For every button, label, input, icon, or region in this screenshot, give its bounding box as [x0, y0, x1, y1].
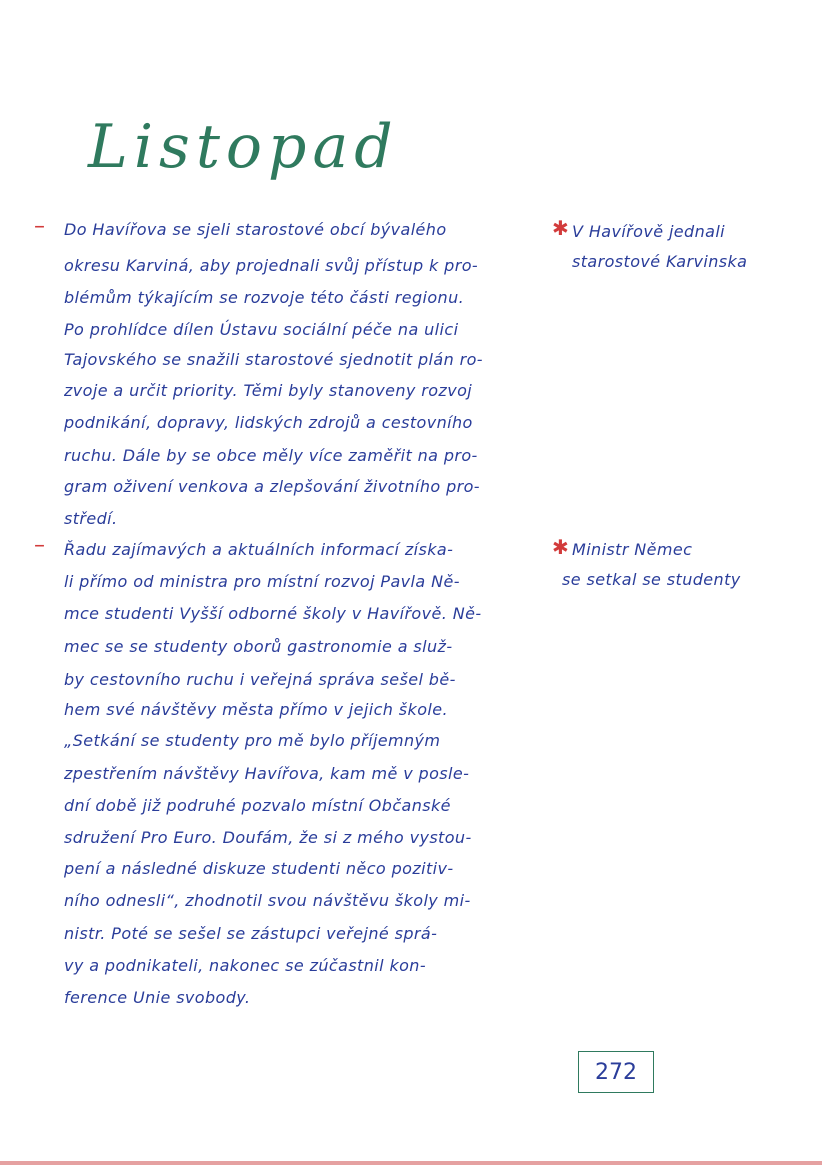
paragraph-line: Do Havířova se sjeli starostové obcí bývalého: [64, 220, 447, 239]
paragraph-line: gram oživení venkova a zlepšování životního pro-: [64, 477, 480, 496]
paragraph-line: Tajovského se snažili starostové sjednotit plán ro-: [64, 350, 483, 369]
paragraph-line: středí.: [64, 509, 118, 528]
page-title: Listopad: [88, 112, 399, 182]
margin-note-line: Ministr Němec: [572, 540, 693, 559]
paragraph-line: sdružení Pro Euro. Doufám, že si z mého vystou-: [64, 828, 472, 847]
paragraph-line: blémům týkajícím se rozvoje této části regionu.: [64, 288, 465, 307]
paragraph-line: ního odnesli“, zhodnotil svou návštěvu školy mi-: [64, 891, 471, 910]
paragraph-line: mce studenti Vyšší odborné školy v Havířově. Ně-: [64, 604, 482, 623]
paragraph-line: podnikání, dopravy, lidských zdrojů a cestovního: [64, 413, 473, 432]
paragraph-line: Řadu zajímavých a aktuálních informací získa-: [64, 540, 454, 559]
paragraph-line: pení a následné diskuze studenti něco pozitiv-: [64, 859, 454, 878]
paragraph-line: hem své návštěvy města přímo v jejich škole.: [64, 700, 448, 719]
page-number: 272: [595, 1059, 637, 1085]
paragraph-line: ruchu. Dále by se obce měly více zaměřit na pro-: [64, 446, 478, 465]
paragraph-dash-marker: –: [34, 214, 45, 239]
paragraph-line: nistr. Poté se sešel se zástupci veřejné sprá-: [64, 924, 438, 943]
margin-note-line: se setkal se studenty: [562, 570, 741, 589]
note-star-marker: ✱: [552, 535, 569, 559]
paragraph-line: mec se se studenty oborů gastronomie a služ-: [64, 637, 453, 656]
paragraph-line: Po prohlídce dílen Ústavu sociální péče na ulici: [64, 320, 459, 339]
paragraph-line: ference Unie svobody.: [64, 988, 251, 1007]
paragraph-line: okresu Karviná, aby projednali svůj přístup k pro-: [64, 256, 479, 275]
paragraph-line: vy a podnikateli, nakonec se zúčastnil kon-: [64, 956, 427, 975]
paragraph-dash-marker: –: [34, 533, 45, 558]
paragraph-line: dní době již podruhé pozvalo místní Občanské: [64, 796, 451, 815]
paragraph-line: by cestovního ruchu i veřejná správa sešel bě-: [64, 670, 456, 689]
margin-note-line: V Havířově jednali: [572, 222, 726, 241]
margin-note-line: starostové Karvinska: [572, 252, 748, 271]
note-star-marker: ✱: [552, 216, 569, 240]
page-number-box: [578, 1051, 654, 1093]
page-bottom-edge: [0, 1161, 822, 1165]
paragraph-line: zvoje a určit priority. Těmi byly stanoveny rozvoj: [64, 381, 473, 400]
paragraph-line: zpestřením návštěvy Havířova, kam mě v posle-: [64, 764, 470, 783]
paragraph-line: „Setkání se studenty pro mě bylo příjemným: [64, 731, 441, 750]
paragraph-line: li přímo od ministra pro místní rozvoj Pavla Ně-: [64, 572, 460, 591]
